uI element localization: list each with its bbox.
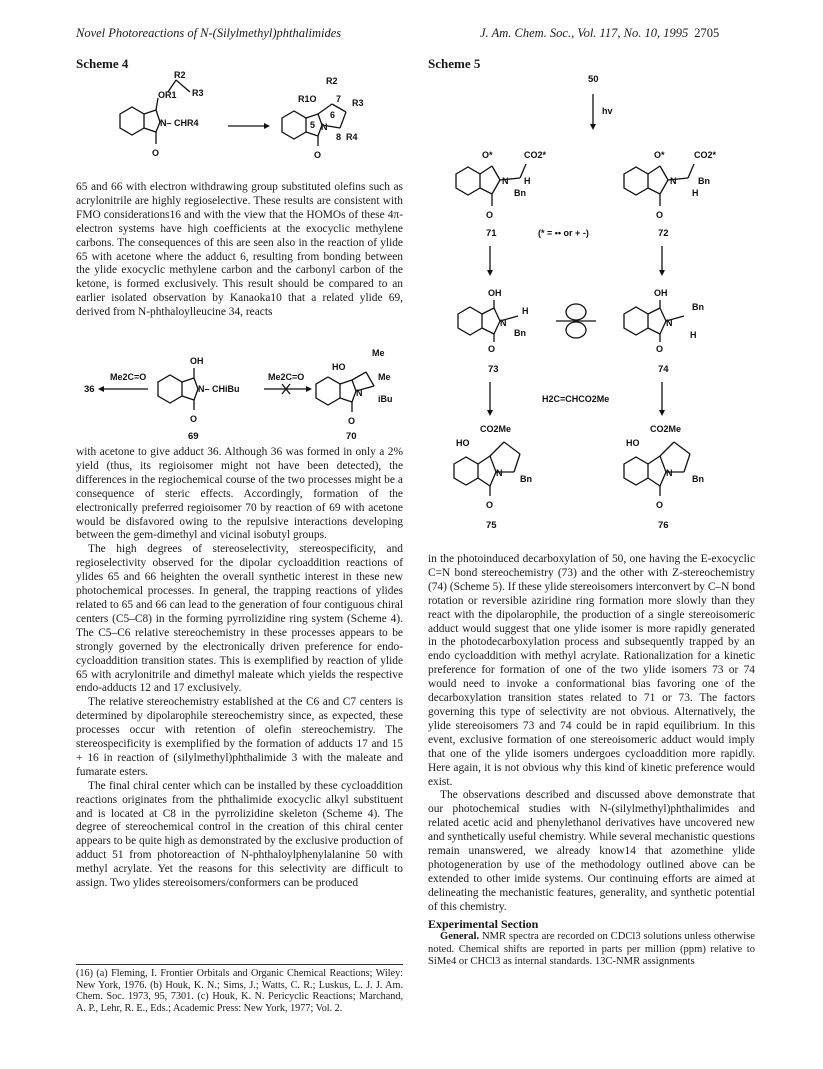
ho75-label: HO <box>456 438 470 448</box>
r3-label: R3 <box>192 88 204 98</box>
legend-label: (* = •• or + -) <box>538 228 589 238</box>
product-benzene-ring <box>282 111 306 139</box>
co2-71-label: CO2* <box>524 150 547 160</box>
o71-label: O* <box>482 150 493 160</box>
n72-label: N <box>670 176 677 186</box>
r2-label: R2 <box>174 70 186 80</box>
r4-label: R4 <box>346 132 358 142</box>
co2-72-label: CO2* <box>694 150 717 160</box>
product-r3-label: R3 <box>352 98 364 108</box>
product-r2-label: R2 <box>326 76 338 86</box>
compound-36-label: 36 <box>84 384 95 395</box>
carbonyl-o-label: O <box>152 148 160 158</box>
hv-label: hv <box>602 106 613 116</box>
paragraph: in the photoinduced decarboxylation of 50, one having the E-exocyclic C=N bond stereochemistry (73) and the other with Z-stereochemistry (74) (Scheme 5). If these ylide stereoisomers interconvert by C–N bond rotation or reversible aziridine ring formation more slowly than they react with the dipolarophile, the production of a single stereoisomeric adduct would suggest that one ylide isomer is more rapidly generated in the photodecarboxylation process and subsequently trapped by an endo cycloaddition with methyl acrylate. Rationalization for a kinetic preference for formation of one of the two ylide isomers 73 or 74 would need to invoke a conformational bias favoring one of the decarboxylation transition states related to 71 or 73. The factors governing this type of selectivity are not obvious. Alternatively, the ylide stereoisomers 73 and 74 could be in rapid equilibrium. In this event, exclusive formation of one stereoisomeric adduct would imply that one of the ylide isomers undergoes cycloaddition more rapidly. Here again, it is not obvious why this kind of kinetic preference would exist. <box>428 553 755 788</box>
n74-label: N <box>666 318 673 328</box>
experimental-text: NMR spectra are recorded on CDCl3 solutions unless otherwise noted. Chemical shifts are reported in parts per million (ppm) relative to SiMe4 or CHCl3 as internal standards. 13C-NMR assignments <box>428 931 756 968</box>
h72-label: H <box>692 188 699 198</box>
chibu-label: N– CHiBu <box>198 384 240 394</box>
c8-label: 8 <box>336 132 342 142</box>
bn73-label: Bn <box>514 328 526 338</box>
compound-71-label: 71 <box>486 228 497 239</box>
c7-label: 7 <box>336 94 342 104</box>
bn71-label: Bn <box>514 188 526 198</box>
ylide-69-scheme <box>76 342 403 442</box>
ibu-label: iBu <box>378 394 393 404</box>
ob73-label: O <box>488 344 496 354</box>
ob74-label: O <box>656 344 664 354</box>
paragraph: with acetone to give adduct 36. Although 36 was formed in only a 2% yield (thus, its regioisomer might not have been detected), the differences in the regiochemical course of the two processes might be a consequence of steric effects. Accordingly, formation of the electronically preferred regioisomer 70 by reaction of 69 with acetone would be disfavored owing to the repulsive interactions developing between the gem-dimethyl and vicinal isobutyl groups. <box>76 446 403 542</box>
co2me76-label: CO2Me <box>650 424 682 434</box>
compound-73-label: 73 <box>488 364 499 375</box>
ho-label: HO <box>332 362 346 372</box>
paragraph: The final chiral center which can be installed by these cycloaddition reactions originates from the phthalimide exocyclic alkyl substituent and is located at C8 in the pyrrolizidine skeleton (Scheme 4). The degree of stereochemical control in the creation of this chiral center appears to be quite high as demonstrated by the exclusive production of adduct 51 from photoreaction of N-phthaloylphenylalanine 50 with methyl acrylate. Yet the reasons for this selectivity are difficult to assign. Two ylides stereoisomers/conformers can be produced <box>76 779 403 890</box>
ho76-label: HO <box>626 438 640 448</box>
o75-label: O <box>486 500 494 510</box>
ob72-label: O <box>656 210 664 220</box>
left-column-top <box>76 181 403 320</box>
scheme5-diagram <box>428 70 758 545</box>
c6-label: 6 <box>330 110 336 120</box>
footnote: (16) (a) Fleming, I. Frontier Orbitals and Organic Chemical Reactions; Wiley: New York, 1976. (b) Houk, K. N.; Sims, J.; Watts, C. R.; Luskus, L. J. J. Am. Chem. Soc. 1973, 95, 7301. (c) Houk, K. N. Pericyclic Reactions; Marchand, A. P., Lehr, R. E., Eds.; Academic Press: New York, 1977; Vol. 2. <box>76 964 403 1014</box>
or1-label: OR1 <box>158 90 177 100</box>
ob71-label: O <box>486 210 494 220</box>
compound-76-label: 76 <box>658 520 669 531</box>
compound-50-label: 50 <box>588 74 599 85</box>
o70-label: O <box>348 416 356 426</box>
rotation-icon <box>566 304 586 320</box>
h73-label: H <box>522 306 529 316</box>
running-title: Novel Photoreactions of N-(Silylmethyl)phthalimides <box>76 26 342 40</box>
paragraph: The relative stereochemistry established at the C6 and C7 centers is determined by dipolarophile stereochemistry since, as expected, these processes occur with retention of olefin stereochemistry. The stereospecificity is exemplified by the formation of adducts 17 and 15 + 16 in reaction of (silylmethyl)phthalimide 3 with the maleate and fumarate esters. <box>76 696 403 778</box>
n76-label: N <box>666 468 673 478</box>
n75-label: N <box>496 468 503 478</box>
me-top-label: Me <box>372 348 385 358</box>
paragraph: 65 and 66 with electron withdrawing group substituted olefins such as acrylonitrile are highly regioselective. These results are consistent with FMO considerations16 and with the view that the HOMOs of these 4π-electron systems have high coefficients at the exocyclic methylene carbons. The consequences of this are seen also in the reaction of ylide 65 with acetone where the adduct 6, resulting from bonding between the ylide exocyclic methylene carbon and the carbonyl carbon of the ketone, is formed exclusively. This result should be compared to an earlier isolated observation by Kanaoka10 that a related ylide 69, derived from N-phthaloylleucine 34, reacts <box>76 181 403 319</box>
bn72-label: Bn <box>698 176 710 186</box>
product-n-label: N <box>321 122 328 132</box>
acetone-label-a: Me2C=O <box>110 372 147 382</box>
n73-label: N <box>500 318 507 328</box>
compound-70-label: 70 <box>346 431 357 442</box>
compound-74-label: 74 <box>658 364 669 375</box>
n71-label: N <box>502 176 509 186</box>
o69-label: O <box>190 414 198 424</box>
section-heading: Experimental Section <box>428 916 539 931</box>
scheme4-title: Scheme 4 <box>76 56 129 71</box>
paragraph: The observations described and discussed above demonstrate that our photochemical studies with N-(silylmethyl)phthalimides and related acetic acid and phenylethanol derivatives have uncovered new and synthetically useful chemistry. While several mechanistic questions remain unanswered, we already know14 that azomethine ylide photogeneration by use of the methodology outlined above can be extended to other imide systems. Our continuing efforts are aimed at delineating the mechanistic features, generality, and synthetic potential of this chemistry. <box>428 789 755 913</box>
page-number: 2705 <box>694 26 720 40</box>
h74-label: H <box>690 330 697 340</box>
bn76-label: Bn <box>692 474 704 484</box>
compound-69-label: 69 <box>188 431 199 442</box>
me-right-label: Me <box>378 372 391 382</box>
general-heading: General. <box>440 931 480 943</box>
scheme4-diagram <box>100 72 390 172</box>
journal-name: J. Am. Chem. Soc., Vol. 117, No. 10, 1995 <box>480 26 689 40</box>
o76-label: O <box>656 500 664 510</box>
h71-label: H <box>524 176 531 186</box>
bn75-label: Bn <box>520 474 532 484</box>
paragraph: The high degrees of stereoselectivity, stereospecificity, and regioselectivity observed for the dipolar cycloaddition reactions of ylides 65 and 66 heighten the overall synthetic interest in these new photochemical processes. In general, the trapping reactions of ylides related to 65 and 66 can lead to the generation of four contiguous chiral centers (C5–C8) in the forming pyrrolizidine ring system (Scheme 4). The C5–C6 relative stereochemistry in these processes appears to be strongly governed by the electronically driven preference for endo-cycloaddition transition states. This is exemplified by reaction of ylide 65 with acrylonitrile and dimethyl maleate which yields the respective endo-adducts 12 and 17 exclusively. <box>76 543 403 695</box>
compound-75-label: 75 <box>486 520 497 531</box>
left-column-bottom <box>76 446 403 891</box>
product-o-label: O <box>314 150 322 160</box>
experimental-paragraph <box>428 931 755 968</box>
o72-label: O* <box>654 150 665 160</box>
acetone-label-b: Me2C=O <box>268 372 305 382</box>
benzene-ring <box>120 107 144 135</box>
bn74-label: Bn <box>692 302 704 312</box>
c5-label: 5 <box>310 120 316 130</box>
oh73-label: OH <box>488 288 502 298</box>
ylide-n-label: N– CHR4 <box>160 118 199 128</box>
right-column <box>428 553 755 969</box>
r1o-label: R1O <box>298 94 317 104</box>
co2me75-label: CO2Me <box>480 424 512 434</box>
acrylate-label: H2C=CHCO2Me <box>542 394 610 404</box>
journal-citation <box>480 26 719 41</box>
scheme5-title: Scheme 5 <box>428 56 481 71</box>
n70-label: N <box>356 388 363 398</box>
oh-label: OH <box>190 356 204 366</box>
oh74-label: OH <box>654 288 668 298</box>
compound-72-label: 72 <box>658 228 669 239</box>
